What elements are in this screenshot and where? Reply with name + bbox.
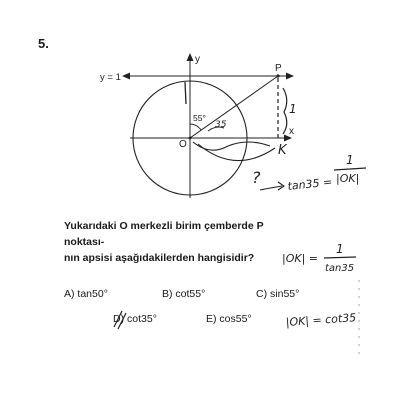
choice-c-text: sin55° (270, 288, 300, 300)
choice-c[interactable] (256, 288, 299, 300)
tangent-line-arrow-right (286, 73, 294, 80)
hand-k-label: K (278, 143, 287, 158)
choice-b-text: cot55° (175, 288, 206, 300)
question-line-2: nın apsisi aşağıdakilerden hangisidir? (64, 252, 255, 264)
choice-a[interactable] (64, 288, 108, 300)
hand-mark-yaxis (185, 82, 186, 104)
angle-arc (190, 124, 201, 130)
question-text (64, 218, 299, 266)
x-axis-label: x (289, 126, 294, 137)
choice-b-letter: B) (162, 288, 173, 300)
question-line-1: Yukarıdaki O merkezli birim çemberde P noktası- (64, 220, 264, 248)
hand-eq2-den: tan35 (325, 263, 355, 274)
choice-d-text: cot35° (127, 313, 157, 325)
choice-e-text: cos55° (219, 313, 252, 325)
origin-point (189, 137, 192, 140)
origin-label: O (179, 139, 187, 150)
choice-b[interactable] (162, 288, 205, 300)
choice-d[interactable] (113, 313, 157, 325)
hand-one-label: 1 (289, 102, 297, 116)
hand-eq1-num: 1 (346, 153, 354, 167)
point-label: P (275, 63, 282, 74)
hand-bracket (198, 144, 275, 161)
point-p (276, 74, 279, 77)
choice-e[interactable] (206, 313, 252, 325)
question-number: 5. (38, 36, 49, 51)
y-axis-arrow (187, 53, 194, 61)
choice-c-letter: C) (256, 288, 268, 300)
tangent-line-arrow (122, 73, 130, 80)
hand-brace (283, 88, 287, 134)
frac-bar-1 (334, 168, 366, 170)
hand-eq1-left: tan35 = (286, 175, 333, 193)
segment-op (190, 76, 278, 138)
choice-a-letter: A) (64, 288, 75, 300)
hand-angle-35: 35 (215, 120, 227, 130)
angle-label: 55° (193, 113, 206, 123)
y-axis-label: y (195, 54, 200, 65)
hand-eq1-den: |OK| (336, 172, 360, 185)
choice-e-letter: E) (206, 313, 217, 325)
choice-d-letter: D) (113, 313, 125, 325)
hand-eq2-num: 1 (336, 242, 344, 256)
hand-question-mark: ? (252, 168, 261, 187)
hand-eq2-left: |OK| = (282, 252, 318, 265)
choice-a-text: tan50° (77, 288, 108, 300)
hand-eq3: |OK| = cot35 (285, 311, 357, 329)
y-equals-1-label: y = 1 (100, 72, 121, 83)
frac-bar-2 (324, 257, 356, 258)
